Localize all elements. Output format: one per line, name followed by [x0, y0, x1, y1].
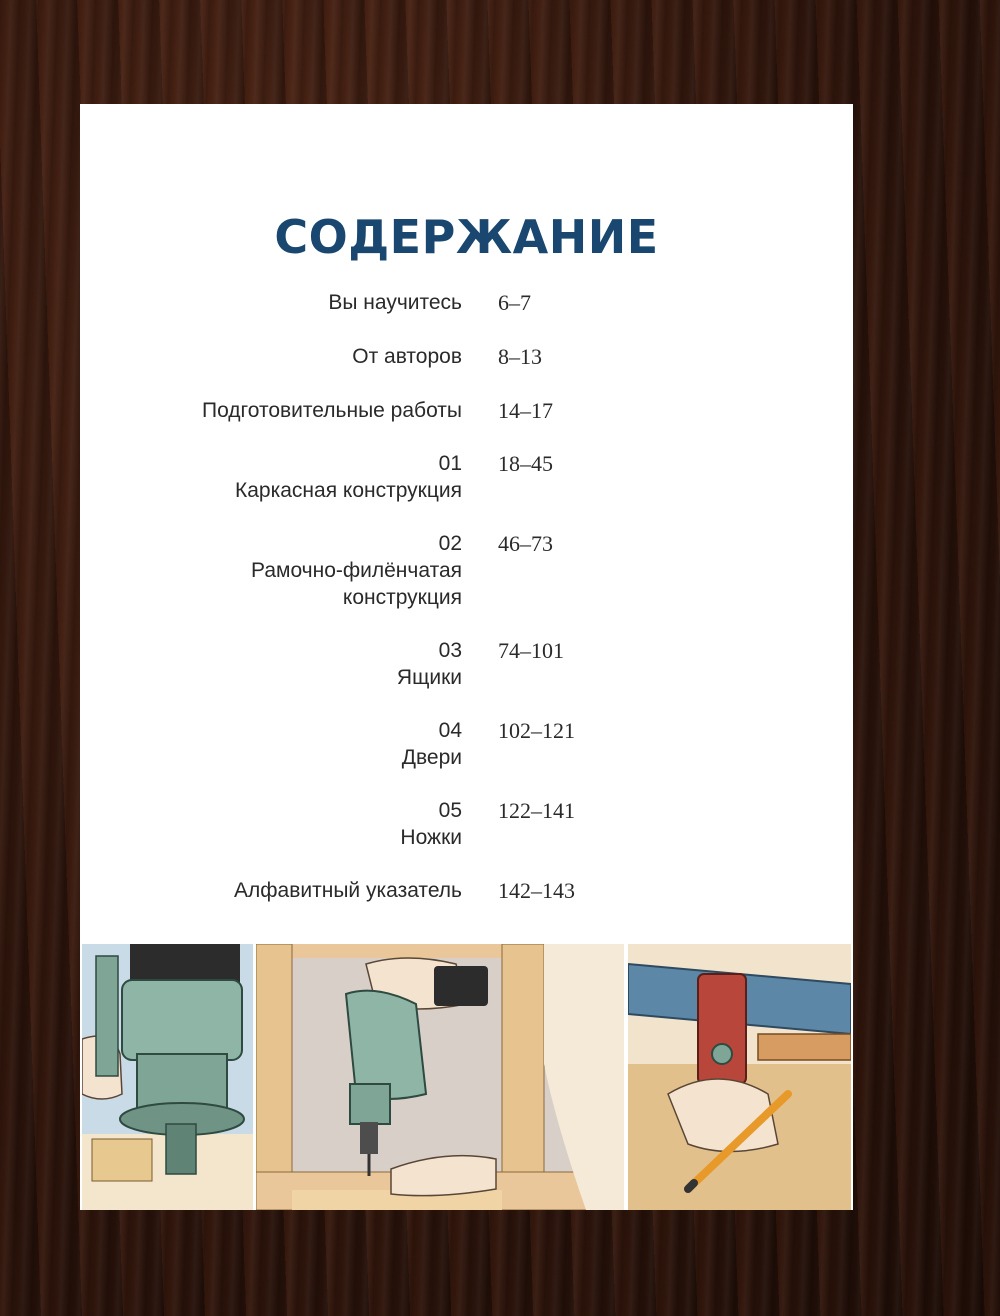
toc-entry-number: 05	[438, 799, 462, 822]
illustration-strip	[80, 944, 853, 1210]
toc-entry-title: Рамочно-филёнчатая	[251, 559, 462, 582]
toc-entry-title: Ножки	[400, 826, 462, 849]
toc-entry-title: Ящики	[396, 666, 462, 689]
toc-entry-pages: 102–121	[498, 718, 575, 743]
toc-entry-title: Алфавитный указатель	[234, 879, 462, 902]
toc-entry-title: Вы научитесь	[328, 291, 462, 314]
clamp-pencil-illustration	[628, 944, 851, 1210]
toc-entry-title: От авторов	[352, 345, 462, 368]
toc-entry-pages: 6–7	[498, 290, 531, 315]
toc-entry-number: 02	[438, 532, 462, 555]
router-illustration	[82, 944, 253, 1210]
book-page	[80, 104, 853, 1210]
toc-entry-number: 01	[438, 452, 462, 475]
toc-entry-pages: 142–143	[498, 878, 575, 903]
toc-entry-pages: 14–17	[498, 398, 553, 423]
drill-illustration	[256, 944, 624, 1210]
toc-entry-title: Подготовительные работы	[201, 399, 462, 422]
page-title: СОДЕРЖАНИЕ	[274, 210, 659, 264]
toc-entry-number: 04	[438, 719, 462, 742]
toc-entry-title: Каркасная конструкция	[235, 479, 462, 502]
toc-entry-number: 03	[438, 639, 462, 662]
toc-entry-title: Двери	[401, 746, 462, 769]
toc-entry-pages: 122–141	[498, 798, 575, 823]
toc-entry-pages: 18–45	[498, 451, 553, 476]
toc-entry-pages: 46–73	[498, 531, 553, 556]
toc-entry-pages: 74–101	[498, 638, 564, 663]
toc-entry-title-line2: конструкция	[342, 586, 462, 609]
table-of-contents	[80, 104, 853, 924]
toc-entry-pages: 8–13	[498, 344, 542, 369]
